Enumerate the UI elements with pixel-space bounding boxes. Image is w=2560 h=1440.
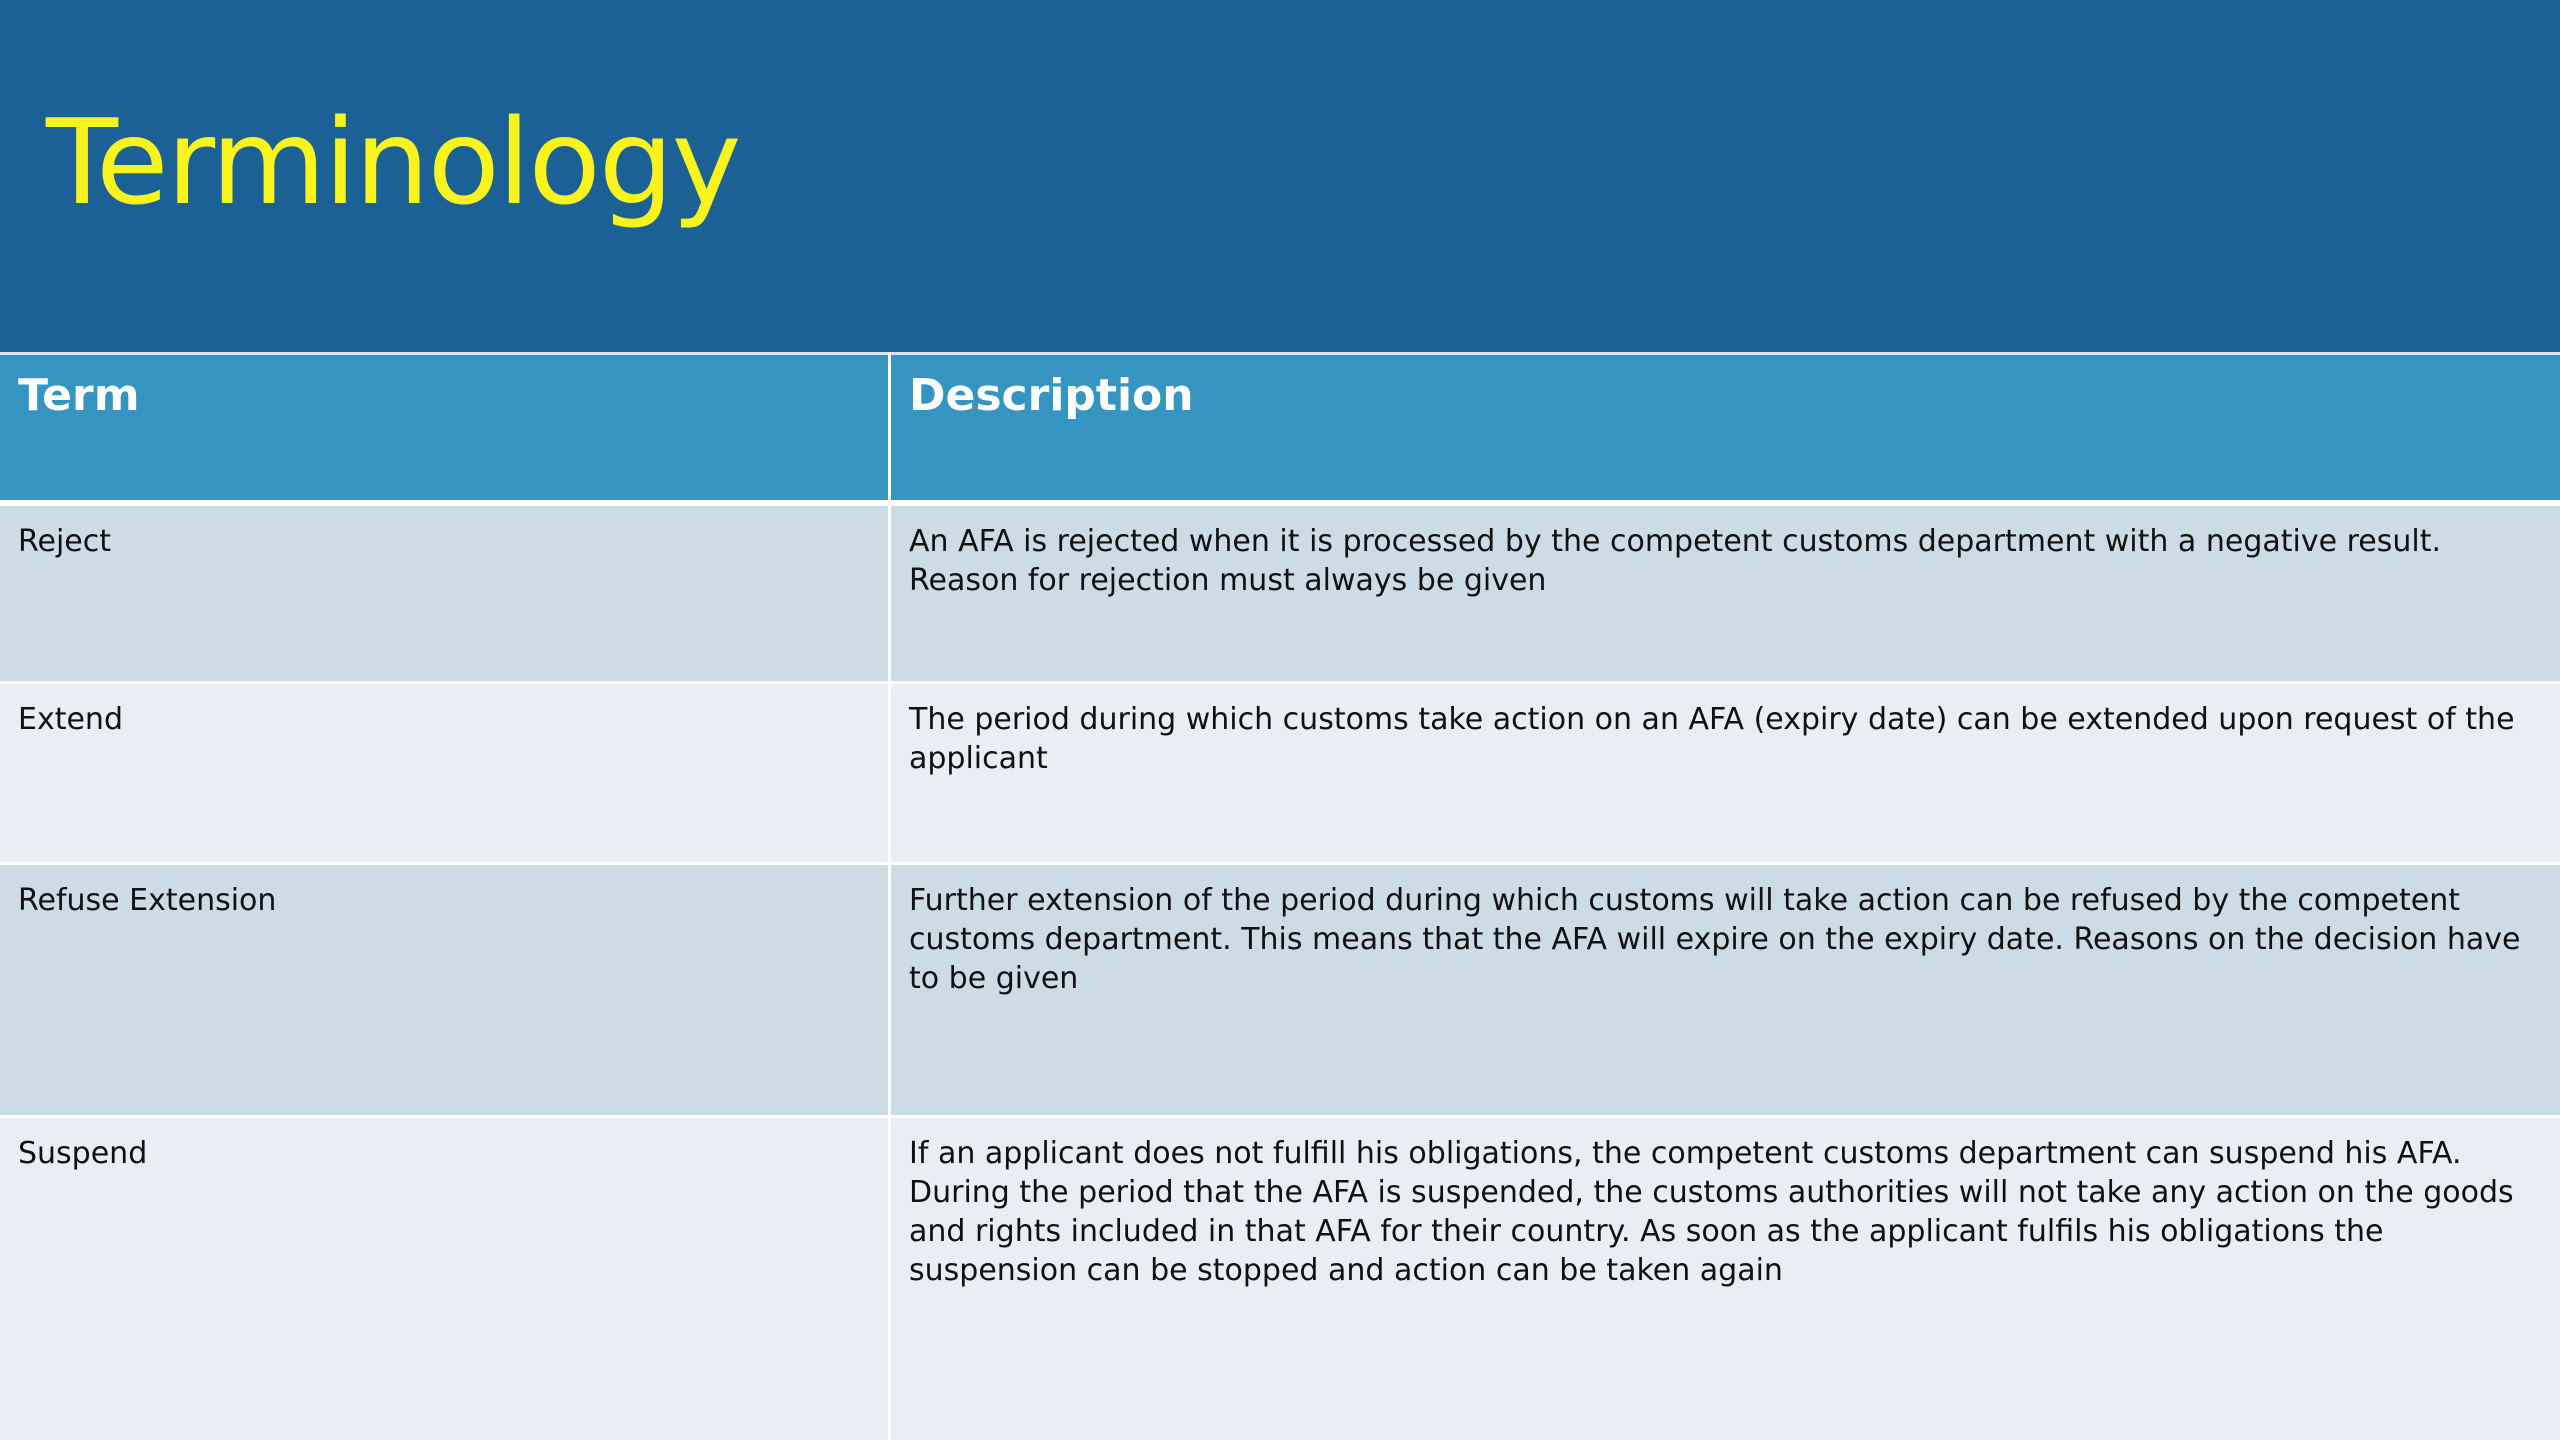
description-cell-reject: An AFA is rejected when it is processed by the competent customs department with a negative result. Reason for rejection must always be given [891,500,2560,681]
term-cell-refuse-extension: Refuse Extension [0,862,891,1115]
header-description: Description [891,352,2560,500]
term-cell-extend: Extend [0,681,891,862]
description-cell-suspend: If an applicant does not fulfill his obligations, the competent customs department can suspend his AFA. During the period that the AFA is suspended, the customs authorities will not take any action on the goods and rights included in that AFA for their country. As soon as the applicant fulfils his obligations the suspension can be stopped and action can be taken again [891,1115,2560,1440]
header-term: Term [0,352,891,500]
description-cell-refuse-extension: Further extension of the period during which customs will take action can be refused by the competent customs department. This means that the AFA will expire on the expiry date. Reasons on the decision have to be given [891,862,2560,1115]
terminology-table [0,352,2560,1440]
term-cell-suspend: Suspend [0,1115,891,1440]
description-cell-extend: The period during which customs take action on an AFA (expiry date) can be extended upon request of the applicant [891,681,2560,862]
term-cell-reject: Reject [0,500,891,681]
slide-title: Terminology [46,93,740,231]
